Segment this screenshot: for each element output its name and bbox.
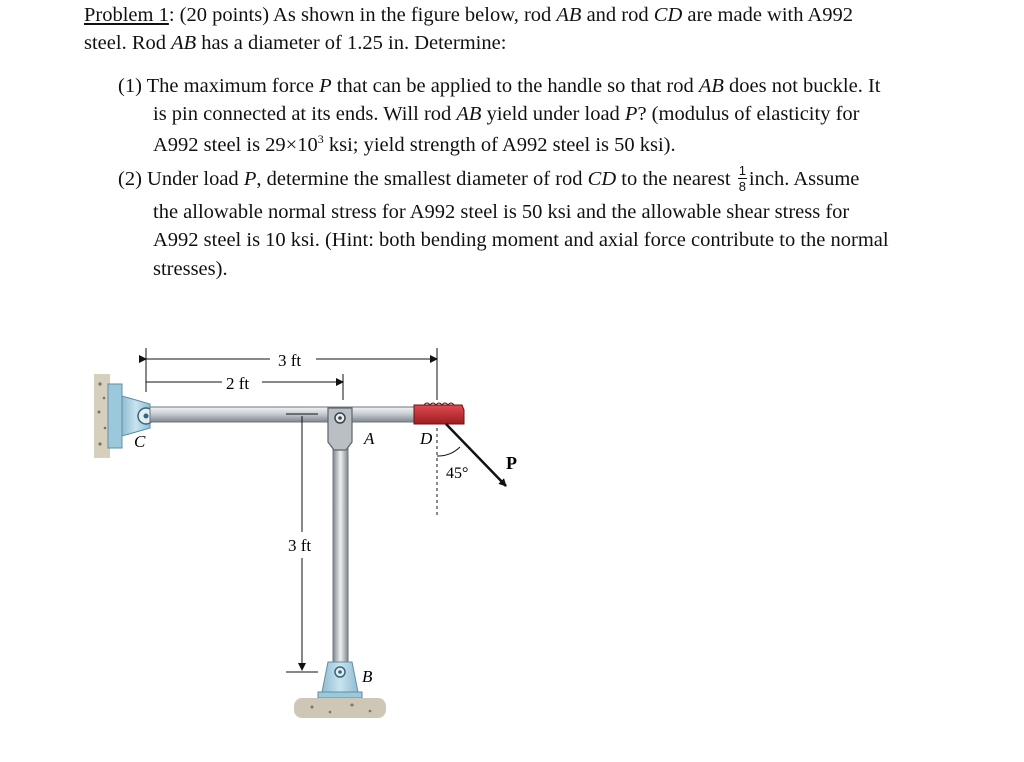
problem-heading: Problem 1 bbox=[84, 4, 169, 26]
part2-line-4: stresses). bbox=[153, 258, 228, 280]
part1-line-1: (1) The maximum force P that can be applied to the handle so that rod AB does not buckle. It bbox=[118, 75, 881, 97]
label-d: D bbox=[420, 429, 433, 448]
rod-ab bbox=[333, 436, 348, 662]
label-a: A bbox=[364, 429, 375, 448]
angle-label: 45° bbox=[446, 465, 469, 482]
part2-line-1: (2) Under load P, determine the smallest diameter of rod CD to the nearest $\frac{1}{8}$ inch. Assume bbox=[118, 163, 860, 194]
dim-3ft-top: 3 ft bbox=[278, 351, 302, 370]
dim-3ft-vertical: 3 ft bbox=[288, 536, 312, 555]
part2-line-3: A992 steel is 10 ksi. (Hint: both bending moment and axial force contribute to the normal bbox=[153, 229, 889, 251]
fraction-one-eighth: $\frac{1}{8}$ bbox=[738, 163, 746, 194]
problem-line-2: steel. Rod AB has a diameter of 1.25 in. Determine: bbox=[84, 32, 507, 54]
part1-line-3: A992 steel is $29\times 10^3$ ksi; yield strength of A992 steel is 50 ksi). bbox=[153, 132, 676, 156]
label-p: P bbox=[506, 453, 517, 473]
part2-line-2: the allowable normal stress for A992 steel is 50 ksi and the allowable shear stress for bbox=[153, 201, 850, 223]
problem-line-1: Problem 1: (20 points) As shown in the figure below, rod AB and rod CD are made with A992 bbox=[84, 4, 854, 26]
joint-a bbox=[328, 408, 352, 450]
label-b: B bbox=[362, 667, 373, 686]
dim-2ft: 2 ft bbox=[226, 374, 250, 393]
rod-cd bbox=[150, 407, 420, 422]
angle-arc bbox=[437, 447, 460, 456]
part1-line-2: is pin connected at its ends. Will rod AB yield under load P? (modulus of elasticity for bbox=[153, 103, 860, 125]
handle-d bbox=[414, 403, 464, 424]
dimension-lines bbox=[146, 348, 437, 672]
label-c: C bbox=[134, 432, 146, 451]
